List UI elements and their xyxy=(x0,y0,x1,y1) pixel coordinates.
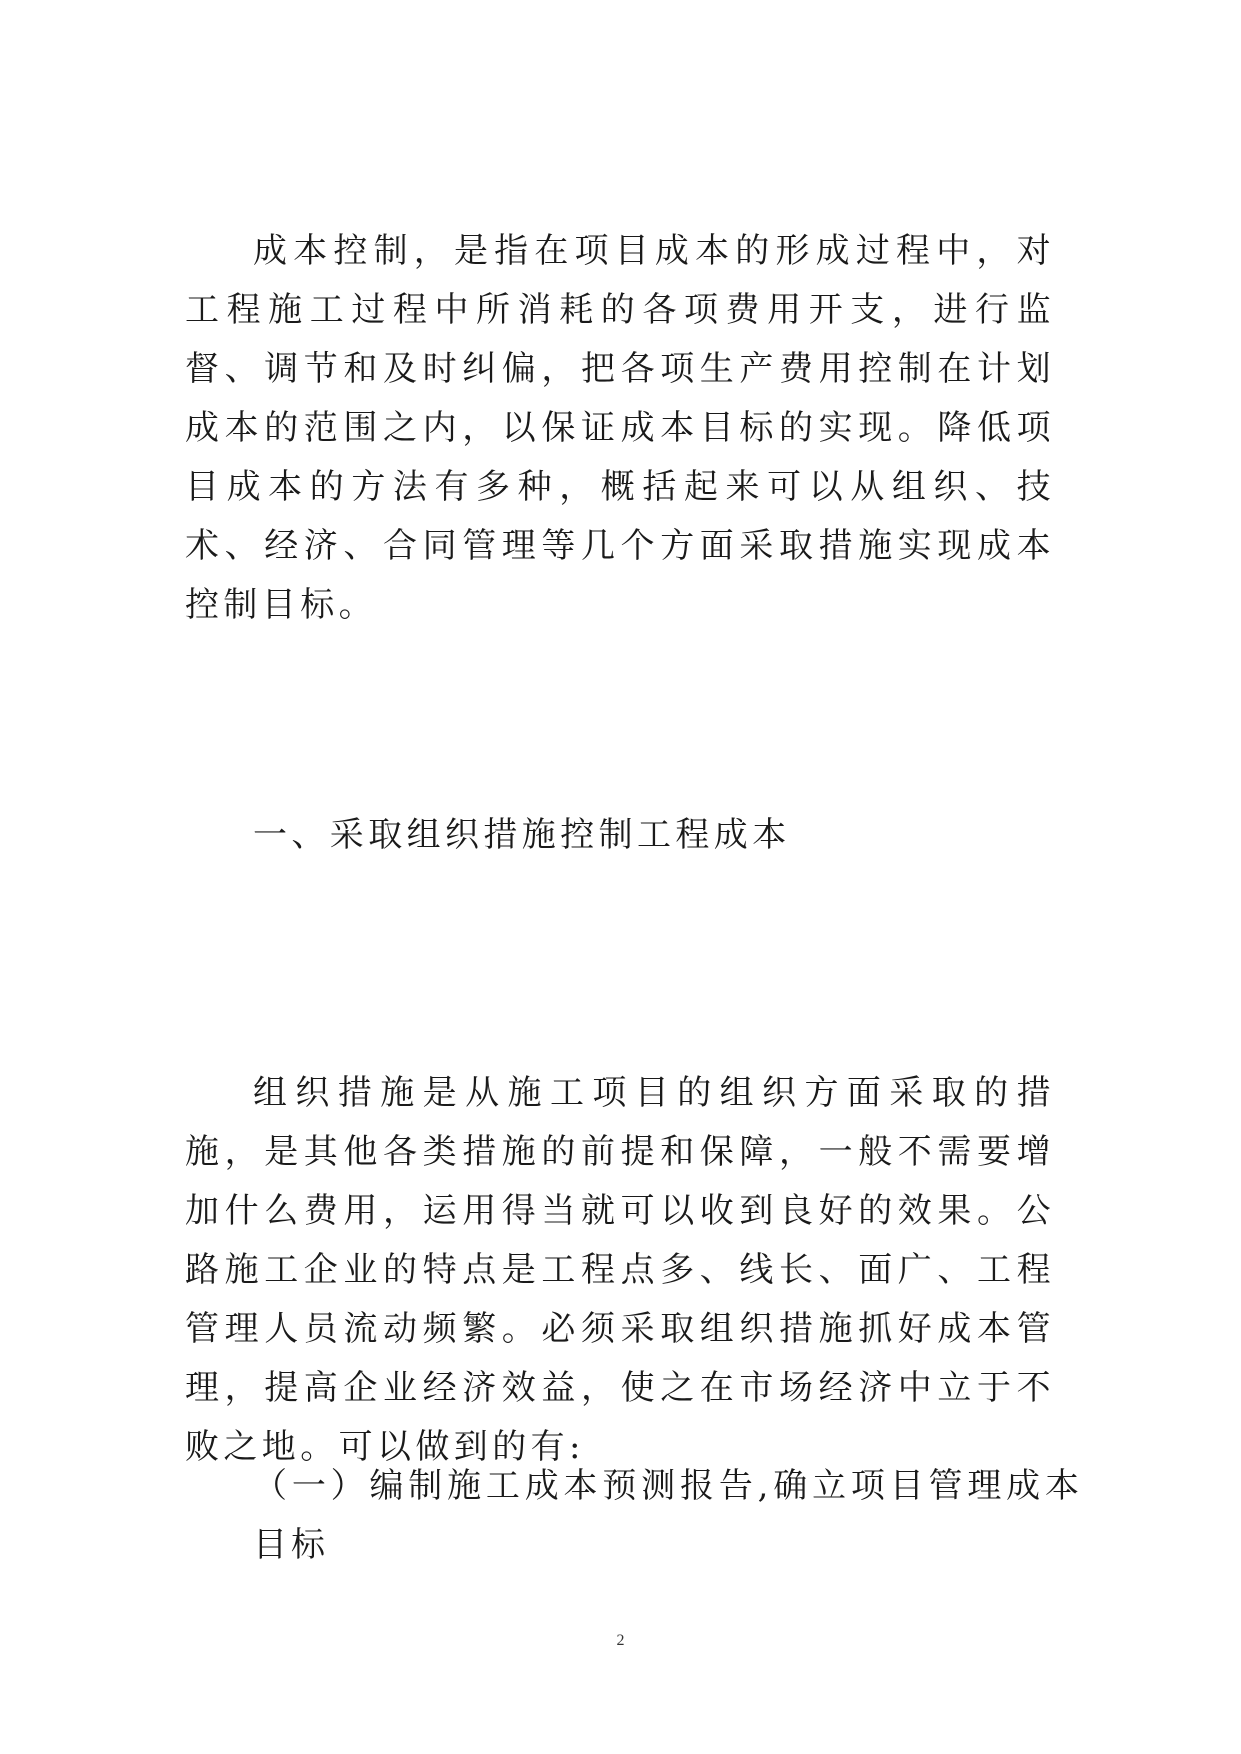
body-paragraph: 成本控制，是指在项目成本的形成过程中，对工程施工过程中所消耗的各项费用开支，进行监督、调节和及时纠偏，把各项生产费用控制在计划成本的范围之内，以保证成本目标的实现。降低项目成本的方法有多种，概括起来可以从组织、技术、经济、合同管理等几个方面采取措施实现成本控制目标。 xyxy=(185,231,1055,625)
subsection-heading: （一）编制施工成本预测报告,确立项目管理成本目标 xyxy=(253,1466,1083,1565)
page-number: 2 xyxy=(616,1632,625,1649)
section-heading: 一、采取组织措施控制工程成本 xyxy=(253,815,791,855)
body-paragraph: 组织措施是从施工项目的组织方面采取的措施，是其他各类措施的前提和保障，一般不需要增加什么费用，运用得当就可以收到良好的效果。公路施工企业的特点是工程点多、线长、面广、工程管理人员流动频繁。必须采取组织措施抓好成本管理，提高企业经济效益，使之在市场经济中立于不败之地。可以做到的有: xyxy=(185,1073,1055,1467)
